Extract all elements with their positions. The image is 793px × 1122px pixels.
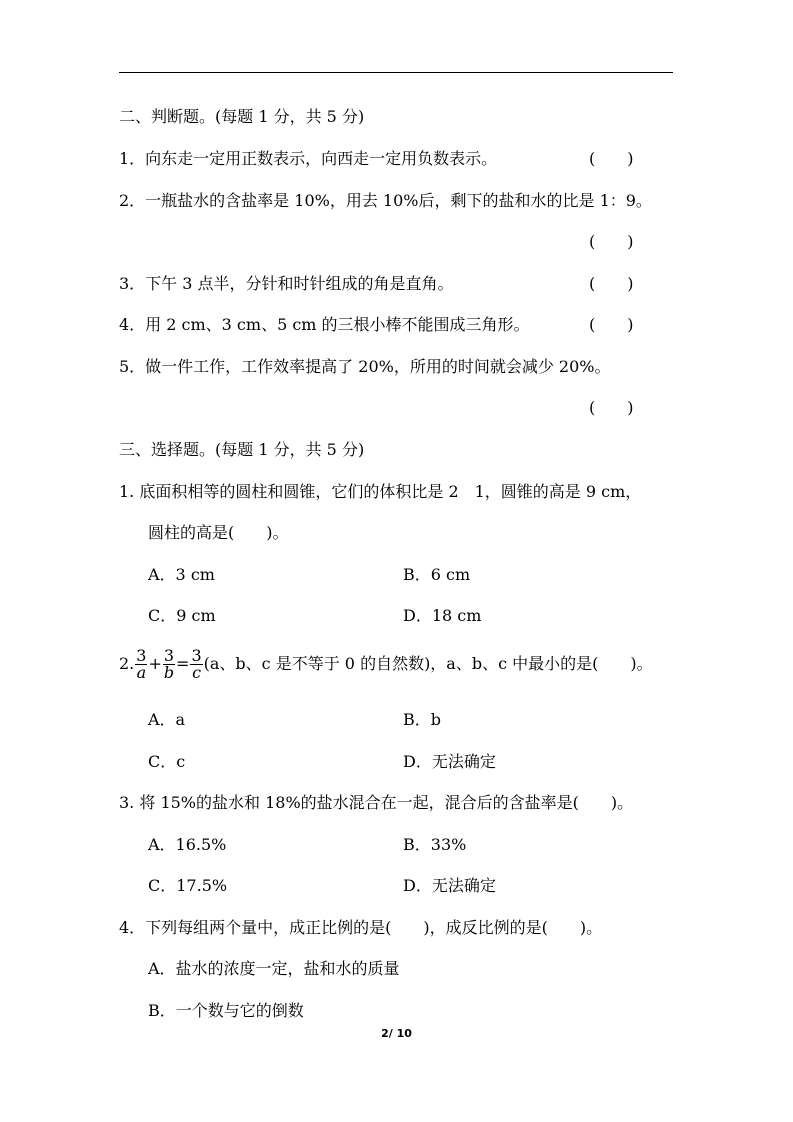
header-rule bbox=[119, 72, 673, 73]
judge-item-1: 1．向东走一定用正数表示，向西走一定用负数表示。 bbox=[119, 149, 498, 168]
fraction-3-over-c bbox=[190, 648, 202, 681]
fraction-denominator: c bbox=[192, 663, 202, 682]
fraction-3-over-b bbox=[163, 648, 175, 681]
choice-q2 bbox=[119, 648, 653, 681]
answer-paren-3[interactable]: ( ) bbox=[589, 274, 634, 293]
page-number: 2/ 10 bbox=[381, 1027, 412, 1040]
equals-sign: = bbox=[176, 654, 190, 673]
q2-tail: (a、b、c 是不等于 0 的自然数)，a、b、c 中最小的是( )。 bbox=[203, 654, 653, 673]
fraction-numerator: 3 bbox=[136, 646, 147, 665]
fraction-denominator: a bbox=[136, 663, 147, 682]
answer-paren-1[interactable]: ( ) bbox=[589, 149, 634, 168]
answer-paren-4[interactable]: ( ) bbox=[589, 315, 634, 334]
judge-item-4: 4．用 2 cm、3 cm、5 cm 的三根小棒不能围成三角形。 bbox=[119, 315, 530, 334]
answer-paren-5[interactable]: ( ) bbox=[589, 398, 634, 417]
q1-option-d[interactable]: D．18 cm bbox=[403, 606, 482, 625]
q2-prefix: 2. bbox=[119, 654, 135, 673]
q3-option-b[interactable]: B．33% bbox=[403, 835, 467, 854]
fraction-numerator: 3 bbox=[191, 646, 202, 665]
fraction-numerator: 3 bbox=[163, 646, 175, 665]
q1-option-c[interactable]: C．9 cm bbox=[148, 606, 216, 625]
choice-q1-line1: 1. 底面积相等的圆柱和圆锥，它们的体积比是 2 1，圆锥的高是 9 cm， bbox=[119, 482, 642, 501]
q3-option-c[interactable]: C．17.5% bbox=[148, 876, 228, 895]
q2-option-c[interactable]: C．c bbox=[148, 752, 186, 771]
q3-option-a[interactable]: A．16.5% bbox=[148, 835, 227, 854]
section2-heading: 二、判断题。(每题 1 分，共 5 分) bbox=[119, 107, 365, 126]
q2-option-d[interactable]: D．无法确定 bbox=[403, 752, 496, 771]
plus-sign: + bbox=[148, 654, 162, 673]
q4-option-a[interactable]: A．盐水的浓度一定，盐和水的质量 bbox=[148, 959, 400, 978]
answer-paren-2[interactable]: ( ) bbox=[589, 232, 634, 251]
choice-q4: 4．下列每组两个量中，成正比例的是( )，成反比例的是( )。 bbox=[119, 918, 603, 937]
fraction-3-over-a bbox=[135, 648, 147, 681]
q2-option-a[interactable]: A．a bbox=[148, 710, 186, 729]
fraction-denominator: b bbox=[163, 663, 175, 682]
q1-option-b[interactable]: B．6 cm bbox=[403, 565, 471, 584]
q4-option-b[interactable]: B．一个数与它的倒数 bbox=[148, 1001, 304, 1020]
judge-item-5: 5．做一件工作，工作效率提高了 20%，所用的时间就会减少 20%。 bbox=[119, 357, 611, 376]
choice-q1-line2: 圆柱的高是( )。 bbox=[148, 523, 289, 542]
judge-item-2: 2．一瓶盐水的含盐率是 10%，用去 10%后，剩下的盐和水的比是 1：9。 bbox=[119, 191, 652, 210]
q3-option-d[interactable]: D．无法确定 bbox=[403, 876, 496, 895]
section3-heading: 三、选择题。(每题 1 分，共 5 分) bbox=[119, 440, 365, 459]
q2-option-b[interactable]: B．b bbox=[403, 710, 442, 729]
q1-option-a[interactable]: A．3 cm bbox=[148, 565, 215, 584]
judge-item-3: 3．下午 3 点半，分针和时针组成的角是直角。 bbox=[119, 274, 454, 293]
choice-q3: 3. 将 15%的盐水和 18%的盐水混合在一起，混合后的含盐率是( )。 bbox=[119, 793, 634, 812]
